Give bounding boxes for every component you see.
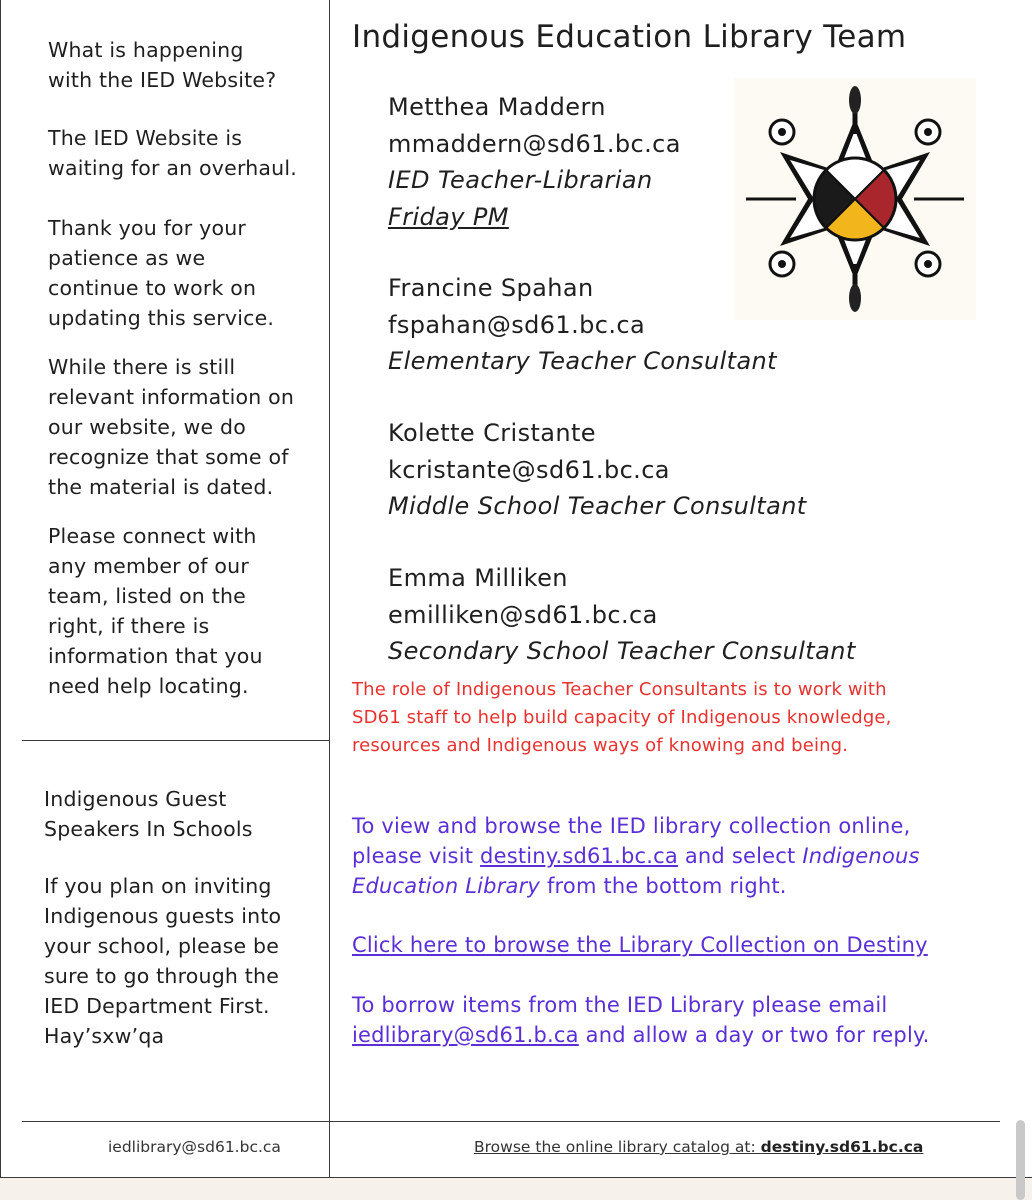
text-line: team, listed on the <box>48 584 246 608</box>
member-name: Metthea Maddern <box>388 93 606 121</box>
emblem-corner-tr-eye <box>924 128 932 136</box>
text-line: any member of our <box>48 554 249 578</box>
member-email: fspahan@sd61.bc.ca <box>388 310 646 339</box>
text-line: Thank you for your <box>48 216 247 240</box>
guest-speakers-section <box>44 784 281 1051</box>
emblem-feather-bottom <box>849 284 861 312</box>
text-line: continue to work on <box>48 276 257 300</box>
text-line: Please connect with <box>48 524 257 548</box>
text-line: right, if there is <box>48 614 210 638</box>
page-title: Indigenous Education Library Team <box>352 19 907 55</box>
member-hours: Friday PM <box>388 202 509 231</box>
member-email: emilliken@sd61.bc.ca <box>388 600 658 629</box>
footer-catalog-label: Browse the online library catalog at: <box>474 1138 761 1156</box>
team-member <box>388 415 807 525</box>
text-line: your school, please be <box>44 934 280 958</box>
destiny-link[interactable]: destiny.sd61.bc.ca <box>480 844 678 868</box>
note-line: The role of Indigenous Teacher Consultants is to work with <box>352 679 887 700</box>
borrow-line1: To borrow items from the IED Library please email <box>352 993 888 1017</box>
emblem-feather-top <box>849 86 861 114</box>
member-name: Francine Spahan <box>388 274 594 302</box>
footer-catalog-link[interactable]: destiny.sd61.bc.ca <box>760 1138 924 1156</box>
member-email: mmaddern@sd61.bc.ca <box>388 129 681 158</box>
note-line: SD61 staff to help build capacity of Indigenous knowledge, <box>352 707 892 728</box>
browse-line1: To view and browse the IED library collection online, <box>352 814 911 838</box>
text-line: our website, we do <box>48 415 246 439</box>
consultant-role-note <box>352 676 972 760</box>
browse-italic: Indigenous <box>802 844 920 868</box>
member-role: IED Teacher-Librarian <box>388 166 653 194</box>
member-role: Elementary Teacher Consultant <box>388 347 777 375</box>
team-member <box>388 89 681 235</box>
text-line: IED Department First. <box>44 994 270 1018</box>
emblem-corner-br-eye <box>924 260 932 268</box>
website-heading-line2: with the IED Website? <box>48 68 277 92</box>
text-line: information that you <box>48 644 263 668</box>
team-member <box>388 270 777 380</box>
text-line: recognize that some of <box>48 445 289 469</box>
website-heading-line1: What is happening <box>48 38 244 62</box>
text-line: sure to go through the <box>44 964 280 988</box>
member-name: Kolette Cristante <box>388 419 596 447</box>
note-line: resources and Indigenous ways of knowing and being. <box>352 735 849 756</box>
wheel <box>814 158 896 240</box>
text-line: Hay’sxw’qa <box>44 1024 165 1048</box>
guest-heading-line2: Speakers In Schools <box>44 817 253 841</box>
text-line: the material is dated. <box>48 475 274 499</box>
column-divider <box>329 0 330 1200</box>
member-role: Secondary School Teacher Consultant <box>388 637 856 665</box>
text-line: relevant information on <box>48 385 295 409</box>
text-line: updating this service. <box>48 306 275 330</box>
browse-line3 <box>352 871 920 901</box>
guest-heading-line1: Indigenous Guest <box>44 787 227 811</box>
member-email: kcristante@sd61.bc.ca <box>388 455 670 484</box>
browse-paragraph <box>352 811 920 901</box>
footer-email[interactable]: iedlibrary@sd61.bc.ca <box>108 1138 281 1156</box>
emblem-corner-tl-eye <box>778 128 786 136</box>
browse-italic: Education Library <box>352 874 541 898</box>
browse-collection-link[interactable]: Click here to browse the Library Collection on Destiny <box>352 933 928 957</box>
browse-text: please visit <box>352 844 481 868</box>
browse-text: from the bottom right. <box>540 874 787 898</box>
team-member <box>388 560 856 670</box>
bottom-band <box>0 1178 1032 1200</box>
footer-top-divider <box>22 1121 1000 1122</box>
borrow-text: and allow a day or two for reply. <box>578 1023 930 1047</box>
left-section-divider <box>22 740 329 741</box>
emblem-corner-bl-eye <box>778 260 786 268</box>
text-line: need help locating. <box>48 674 249 698</box>
member-name: Emma Milliken <box>388 564 568 592</box>
text-line: Indigenous guests into <box>44 904 282 928</box>
iedlibrary-email-link[interactable]: iedlibrary@sd61.b.ca <box>352 1023 579 1047</box>
text-line: patience as we <box>48 246 206 270</box>
text-line: While there is still <box>48 355 236 379</box>
borrow-paragraph <box>352 990 930 1050</box>
member-role: Middle School Teacher Consultant <box>388 492 807 520</box>
text-line: The IED Website is <box>48 126 243 150</box>
text-line: waiting for an overhaul. <box>48 156 297 180</box>
browse-text: and select <box>677 844 803 868</box>
website-update-section <box>48 35 297 701</box>
text-line: If you plan on inviting <box>44 874 272 898</box>
click-here-row <box>352 930 928 960</box>
scrollbar-thumb[interactable] <box>1016 1120 1025 1200</box>
borrow-line2 <box>352 1020 930 1050</box>
browse-line2 <box>352 841 920 871</box>
frame-left-border <box>0 0 1 1200</box>
footer-catalog[interactable] <box>474 1138 923 1156</box>
